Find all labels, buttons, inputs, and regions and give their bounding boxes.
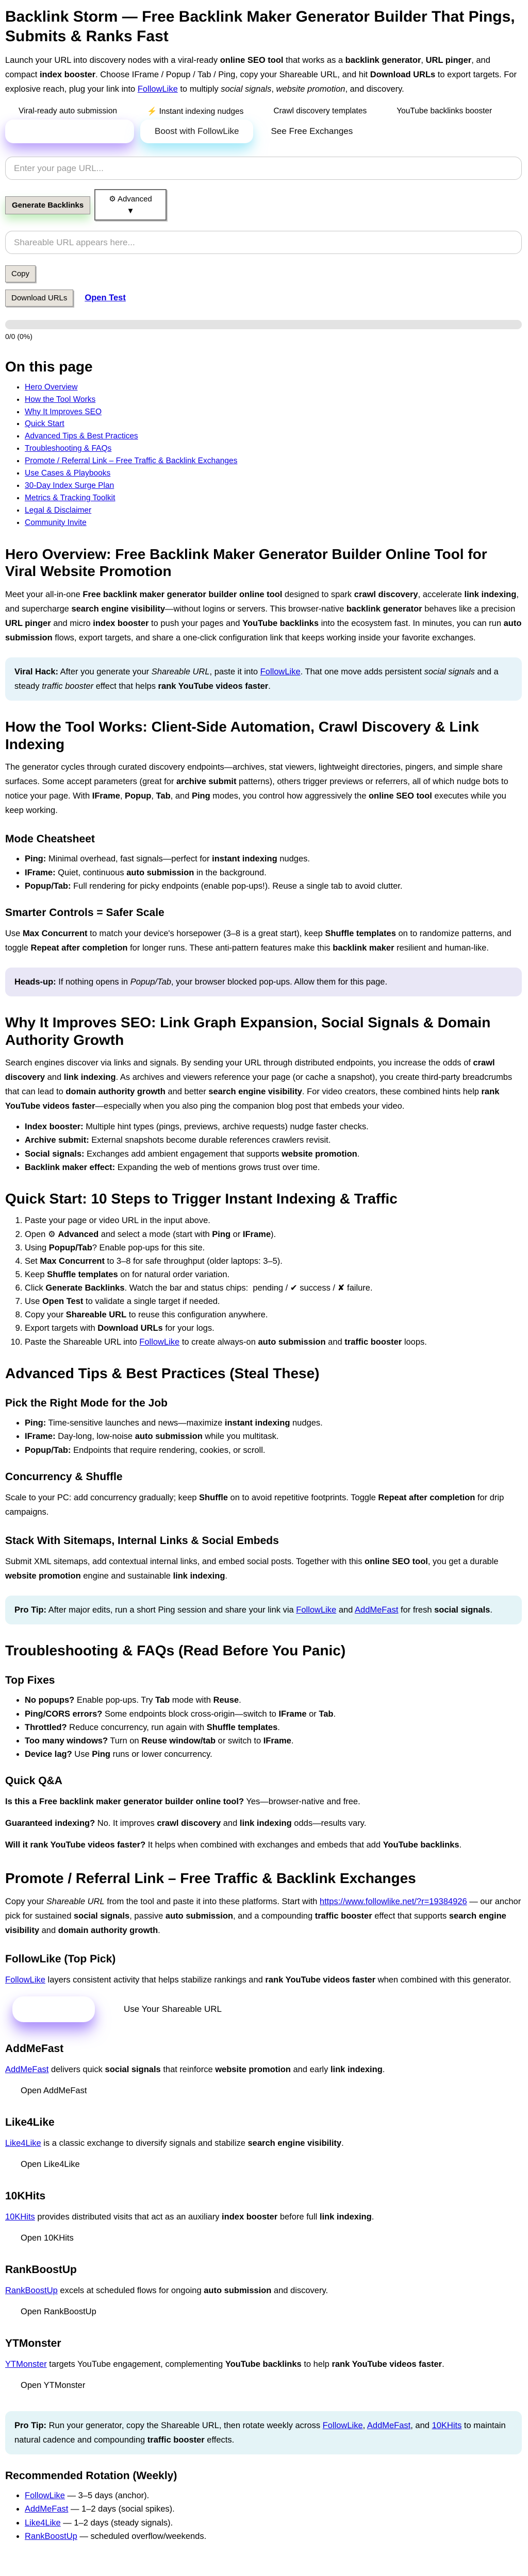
open-test-link[interactable]: Open Test — [85, 293, 126, 303]
use-shareable-url-button[interactable] — [12, 1996, 95, 2022]
list-item: • Ping: Minimal overhead, fast signals—perfect for instant indexing nudges. — [25, 854, 522, 864]
list-item: • Ping/CORS errors? Some endpoints block cross-origin—switch to IFrame or Tab. — [25, 1709, 522, 1719]
qa-paragraph: Guaranteed indexing? No. It improves crawl discovery and link indexing odds—results vary. — [5, 1819, 367, 1828]
feature-chips — [5, 107, 522, 116]
toc-link[interactable]: Promote / Referral Link – Free Traffic & Backlink Exchanges — [25, 456, 238, 466]
toc-item — [25, 456, 522, 466]
rankboostup-link[interactable]: RankBoostUp — [25, 2531, 77, 2541]
stack-paragraph: Submit XML sitemaps, add contextual internal links, and embed social posts. Together with this online SEO tool, you get a durable website promotion engine and sustainable link indexing. — [5, 1556, 499, 1581]
seo-benefits-list — [5, 1122, 522, 1173]
hero-paragraph: Meet your all-in-one Free backlink maker generator builder online tool designed to spark crawl discovery, accelerate link indexing, and supercharge search engine visibility—without logins or servers. This browser-native backlink generator behaves like a precision URL pinger and micro index booster to push your pages and YouTube backlinks into the ecosystem fast. In minutes, you can run auto submission flows, export targets, and share a one-click configuration link that keeps working inside your favorite exchanges. — [5, 589, 522, 642]
download-row — [5, 290, 522, 307]
progress-bar — [5, 320, 522, 329]
embed-placeholder — [5, 2550, 522, 2576]
open-like4like-link[interactable]: Open Like4Like — [21, 2160, 80, 2170]
toc-item — [25, 494, 522, 503]
toc-link[interactable]: Community Invite — [25, 518, 87, 527]
step-item: 2. Open ⚙ Advanced and select a mode (start with Ping or IFrame). — [25, 1229, 522, 1240]
step-item: 6. Click Generate Backlinks. Watch the bar and status chips: pending / ✔ success / ✘ failure. — [25, 1283, 522, 1293]
toc-item — [25, 506, 522, 516]
mode-cheatsheet-list — [5, 854, 522, 891]
feature-chip: Viral-ready auto submission — [19, 107, 117, 116]
quickstart-heading: Quick Start: 10 Steps to Trigger Instant Indexing & Traffic — [5, 1190, 398, 1207]
quick-qa-heading: Quick Q&A — [5, 1775, 62, 1787]
toc-list — [5, 383, 522, 528]
generate-backlinks-button[interactable]: Generate Backlinks — [5, 196, 90, 214]
followlike-link[interactable]: FollowLike — [139, 1337, 180, 1347]
feature-chip: YouTube backlinks booster — [397, 107, 492, 116]
toc-link[interactable]: Why It Improves SEO — [25, 407, 102, 416]
list-item: • RankBoostUp — scheduled overflow/weekends. — [25, 2531, 522, 2541]
list-item: • Throttled? Reduce concurrency, run again with Shuffle templates. — [25, 1722, 522, 1733]
page-title: Backlink Storm — Free Backlink Maker Generator Builder That Pings, Submits & Ranks Fast — [5, 8, 515, 45]
advanced-label: ⚙ Advanced — [109, 195, 152, 204]
list-item: • FollowLike — 3–5 days (anchor). — [25, 2490, 522, 2501]
step-item: 4. Set Max Concurrent to 3–8 for safe throughput (older laptops: 3–5). — [25, 1256, 522, 1266]
list-item: • Index booster: Multiple hint types (pings, previews, archive requests) nudge faster checks. — [25, 1122, 522, 1132]
followlike-link[interactable]: FollowLike — [25, 2491, 65, 2501]
boost-followlike-button[interactable]: Boost with FollowLike — [140, 120, 253, 143]
top-fixes-list — [5, 1695, 522, 1759]
platform-heading-followlike: FollowLike (Top Pick) — [5, 1953, 116, 1965]
like4like-link[interactable]: Like4Like — [25, 2518, 61, 2528]
copy-button[interactable]: Copy — [5, 265, 36, 282]
pro-tip-callout-2: Pro Tip: Run your generator, copy the Shareable URL, then rotate weekly across FollowLike, AddMeFast, and 10KHits to maintain natural cadence and compounding traffic booster effects. — [5, 2411, 522, 2454]
mode-pick-list — [5, 1418, 522, 1455]
list-item: • AddMeFast — 1–2 days (social spikes). — [25, 2504, 522, 2514]
step-item: 5. Keep Shuffle templates on for natural order variation. — [25, 1269, 522, 1280]
toc-item — [25, 408, 522, 417]
addmefast-link[interactable]: AddMeFast — [355, 1605, 399, 1615]
toc-link[interactable]: Advanced Tips & Best Practices — [25, 432, 138, 441]
list-item: • Like4Like — 1–2 days (steady signals). — [25, 2518, 522, 2528]
toc-link[interactable]: 30-Day Index Surge Plan — [25, 481, 114, 490]
toc-link[interactable]: Hero Overview — [25, 382, 78, 392]
list-item: • Too many windows? Turn on Reuse window/tab or switch to IFrame. — [25, 1736, 522, 1746]
platform-body-like4like: Like4Like is a classic exchange to diversify signals and stabilize search engine visibility. — [5, 2139, 344, 2148]
ytmonster-link[interactable]: YTMonster — [5, 2360, 47, 2369]
pro-tip-callout: Pro Tip: After major edits, run a short Ping session and share your link via FollowLike and AddMeFast for fresh social signals. — [5, 1596, 522, 1624]
use-shareable-url-label: Use Your Shareable URL — [124, 2004, 222, 2014]
list-item: • IFrame: Day-long, low-noise auto submission while you multitask. — [25, 1431, 522, 1442]
feature-chip: ⚡ Instant indexing nudges — [146, 107, 244, 116]
platform-body-rankboostup: RankBoostUp excels at scheduled flows for ongoing auto submission and discovery. — [5, 2286, 328, 2296]
followlike-link[interactable]: FollowLike — [137, 84, 178, 94]
tenkhits-link[interactable]: 10KHits — [5, 2212, 35, 2222]
shareable-url-output[interactable] — [5, 231, 522, 254]
platform-heading-addmefast: AddMeFast — [5, 2043, 64, 2055]
tenkhits-link[interactable]: 10KHits — [432, 2421, 462, 2431]
list-item: • IFrame: Quiet, continuous auto submission in the background. — [25, 868, 522, 878]
promote-heading: Promote / Referral Link – Free Traffic & Backlink Exchanges — [5, 1870, 416, 1887]
list-item: • Popup/Tab: Full rendering for picky endpoints (enable pop-ups!). Reuse a single tab to avoid clutter. — [25, 881, 522, 891]
open-addmefast-link[interactable]: Open AddMeFast — [21, 2086, 87, 2096]
seo-paragraph: Search engines discover via links and signals. By sending your URL through distributed endpoints, you increase the odds of crawl discovery and link indexing. As archives and viewers reference your page (or cache a snapshot), you create third-party breadcrumbs that can lead to domain authority growth and better search engine visibility. For video creators, these combined hints help rank YouTube videos faster—especially when you also ping the companion blog post that embeds your video. — [5, 1058, 513, 1111]
followlike-link[interactable]: FollowLike — [260, 667, 301, 676]
step-item: 8. Copy your Shareable URL to reuse this configuration anywhere. — [25, 1310, 522, 1320]
rotation-heading: Recommended Rotation (Weekly) — [5, 2470, 177, 2482]
promote-intro: Copy your Shareable URL from the tool and paste it into these platforms. Start with https://www.followlike.net/?r=19384926 — our anchor pick for sustained social signals, passive auto submission, and a compounding traffic booster effect that supports search engine visibility and domain authority growth. — [5, 1896, 521, 1935]
addmefast-link[interactable]: AddMeFast — [5, 2065, 49, 2075]
quickstart-steps — [5, 1215, 522, 1347]
toc-item — [25, 444, 522, 454]
generate-row — [5, 189, 522, 221]
step-item: 7. Use Open Test to validate a single target if needed. — [25, 1296, 522, 1307]
rankboostup-link[interactable]: RankBoostUp — [5, 2286, 58, 2296]
list-item: • Popup/Tab: Endpoints that require rendering, cookies, or scroll. — [25, 1445, 522, 1455]
addmefast-link[interactable]: AddMeFast — [367, 2421, 411, 2431]
list-item: • Backlink maker effect: Expanding the web of mentions grows trust over time. — [25, 1162, 522, 1173]
faq-heading: Troubleshooting & FAQs (Read Before You Panic) — [5, 1642, 346, 1658]
step-item: 10. Paste the Shareable URL into FollowLike to create always-on auto submission and traffic booster loops. — [25, 1337, 522, 1347]
platform-heading-like4like: Like4Like — [5, 2116, 55, 2129]
toc-link[interactable]: Metrics & Tracking Toolkit — [25, 493, 116, 502]
top-fixes-heading: Top Fixes — [5, 1674, 55, 1687]
platform-heading-rankboostup: RankBoostUp — [5, 2264, 77, 2276]
qa-paragraph: Will it rank YouTube videos faster? It helps when combined with exchanges and embeds that add YouTube backlinks. — [5, 1840, 462, 1850]
toc-item — [25, 383, 522, 393]
platform-body-followlike: FollowLike layers consistent activity that helps stabilize rankings and rank YouTube videos faster when combined with this generator. — [5, 1975, 512, 1985]
heads-up-callout: Heads-up: If nothing opens in Popup/Tab, your browser blocked pop-ups. Allow them for this page. — [5, 968, 522, 996]
progress-text: 0/0 (0%) — [5, 332, 32, 341]
smarter-controls-heading: Smarter Controls = Safer Scale — [5, 906, 164, 919]
open-10khits-link[interactable]: Open 10KHits — [21, 2233, 74, 2243]
how-paragraph: The generator cycles through curated discovery endpoints—archives, stat viewers, lightweight directories, pingers, and simple share surfaces. Some accept parameters (great for archive submit patterns), others trigger previews or referrers, all of which nudge bots to notice your page. With IFrame, Popup, Tab, and Ping modes, you control how aggressively the online SEO tool executes while you keep working. — [5, 762, 508, 816]
toc-heading: On this page — [5, 359, 93, 375]
page-url-input[interactable] — [5, 157, 522, 180]
copy-row — [5, 265, 522, 282]
platform-body-ytmonster: YTMonster targets YouTube engagement, complementing YouTube backlinks to help rank YouTube videos faster. — [5, 2360, 444, 2369]
addmefast-link[interactable]: AddMeFast — [25, 2504, 69, 2514]
hero-heading: Hero Overview: Free Backlink Maker Generator Builder Online Tool for Viral Website Promotion — [5, 546, 487, 580]
toc-item — [25, 395, 522, 405]
toc-item — [25, 481, 522, 491]
step-item: 9. Export targets with Download URLs for your logs. — [25, 1323, 522, 1333]
platform-heading-10khits: 10KHits — [5, 2190, 46, 2202]
cta-row — [5, 120, 522, 143]
followlike-link[interactable]: FollowLike — [5, 1975, 45, 1985]
toc-item — [25, 469, 522, 479]
smarter-controls-paragraph: Use Max Concurrent to match your device's horsepower (3–8 is a great start), keep Shuffle templates on to randomize patterns, and toggle Repeat after completion for longer runs. These anti-pattern features make this backlink maker resilient and human-like. — [5, 928, 512, 953]
quick-qa-block — [5, 1794, 522, 1852]
platform-heading-ytmonster: YTMonster — [5, 2337, 61, 2350]
see-free-exchanges-link[interactable]: See Free Exchanges — [271, 126, 353, 137]
toc-link[interactable]: Use Cases & Playbooks — [25, 469, 111, 478]
open-ytmonster-link[interactable]: Open YTMonster — [21, 2381, 86, 2391]
followlike-link[interactable]: FollowLike — [296, 1605, 337, 1615]
toc-link[interactable]: Quick Start — [25, 419, 64, 429]
advanced-toggle-button[interactable] — [94, 189, 167, 221]
followlike-link[interactable]: FollowLike — [322, 2421, 363, 2431]
concurrency-paragraph: Scale to your PC: add concurrency gradually; keep Shuffle on to avoid repetitive footprints. Toggle Repeat after completion for drip campaigns. — [5, 1493, 504, 1517]
list-item: • Ping: Time-sensitive launches and news—maximize instant indexing nudges. — [25, 1418, 522, 1428]
followlike-cta-button[interactable] — [5, 120, 134, 143]
tips-heading: Advanced Tips & Best Practices (Steal These) — [5, 1365, 320, 1381]
concurrency-heading: Concurrency & Shuffle — [5, 1470, 123, 1483]
list-item: • Archive submit: External snapshots become durable references crawlers revisit. — [25, 1135, 522, 1145]
open-rankboostup-link[interactable]: Open RankBoostUp — [21, 2307, 96, 2317]
list-item: • Social signals: Exchanges add ambient engagement that supports website promotion. — [25, 1149, 522, 1159]
stack-heading: Stack With Sitemaps, Internal Links & Social Embeds — [5, 1534, 279, 1547]
how-heading: How the Tool Works: Client-Side Automation, Crawl Discovery & Link Indexing — [5, 719, 479, 752]
viral-hack-callout: Viral Hack: After you generate your Shareable URL, paste it into FollowLike. That one move adds persistent social signals and a steady traffic booster effect that helps rank YouTube videos faster. — [5, 657, 522, 701]
list-item: • No popups? Enable pop-ups. Try Tab mode with Reuse. — [25, 1695, 522, 1705]
list-item: • Device lag? Use Ping runs or lower concurrency. — [25, 1749, 522, 1759]
step-item: 3. Using Popup/Tab? Enable pop-ups for this site. — [25, 1243, 522, 1253]
like4like-link[interactable]: Like4Like — [5, 2139, 41, 2148]
download-urls-button[interactable]: Download URLs — [5, 290, 73, 307]
mode-pick-heading: Pick the Right Mode for the Job — [5, 1397, 168, 1410]
seo-heading: Why It Improves SEO: Link Graph Expansion, Social Signals & Domain Authority Growth — [5, 1014, 491, 1048]
toc-link[interactable]: Troubleshooting & FAQs — [25, 444, 112, 453]
platform-body-addmefast: AddMeFast delivers quick social signals that reinforce website promotion and early link indexing. — [5, 2065, 385, 2075]
followlike-referral-link[interactable]: https://www.followlike.net/?r=19384926 — [319, 1896, 467, 1906]
toc-item — [25, 432, 522, 442]
toc-item — [25, 419, 522, 429]
platform-body-10khits: 10KHits provides distributed visits that act as an auxiliary index booster before full link indexing. — [5, 2212, 374, 2222]
step-item: 1. Paste your page or video URL in the input above. — [25, 1215, 522, 1226]
toc-item — [25, 518, 522, 528]
toc-link[interactable]: Legal & Disclaimer — [25, 505, 92, 515]
qa-paragraph: Is this a Free backlink maker generator builder online tool? Yes—browser-native and free. — [5, 1797, 360, 1807]
rotation-list — [5, 2490, 522, 2541]
chevron-down-icon: ▼ — [126, 207, 135, 216]
toc-link[interactable]: How the Tool Works — [25, 395, 96, 404]
followlike-action-row — [12, 1996, 522, 2022]
mode-cheatsheet-heading: Mode Cheatsheet — [5, 833, 95, 845]
feature-chip: Crawl discovery templates — [273, 107, 367, 116]
intro-paragraph: Launch your URL into discovery nodes with a viral-ready online SEO tool that works as a backlink generator, URL pinger, and compact index booster. Choose IFrame / Popup / Tab / Ping, copy your Shareable URL, and hit Download URLs to export targets. For explosive reach, plug your link into FollowLike to multiply social signals, website promotion, and discovery. — [5, 56, 517, 94]
